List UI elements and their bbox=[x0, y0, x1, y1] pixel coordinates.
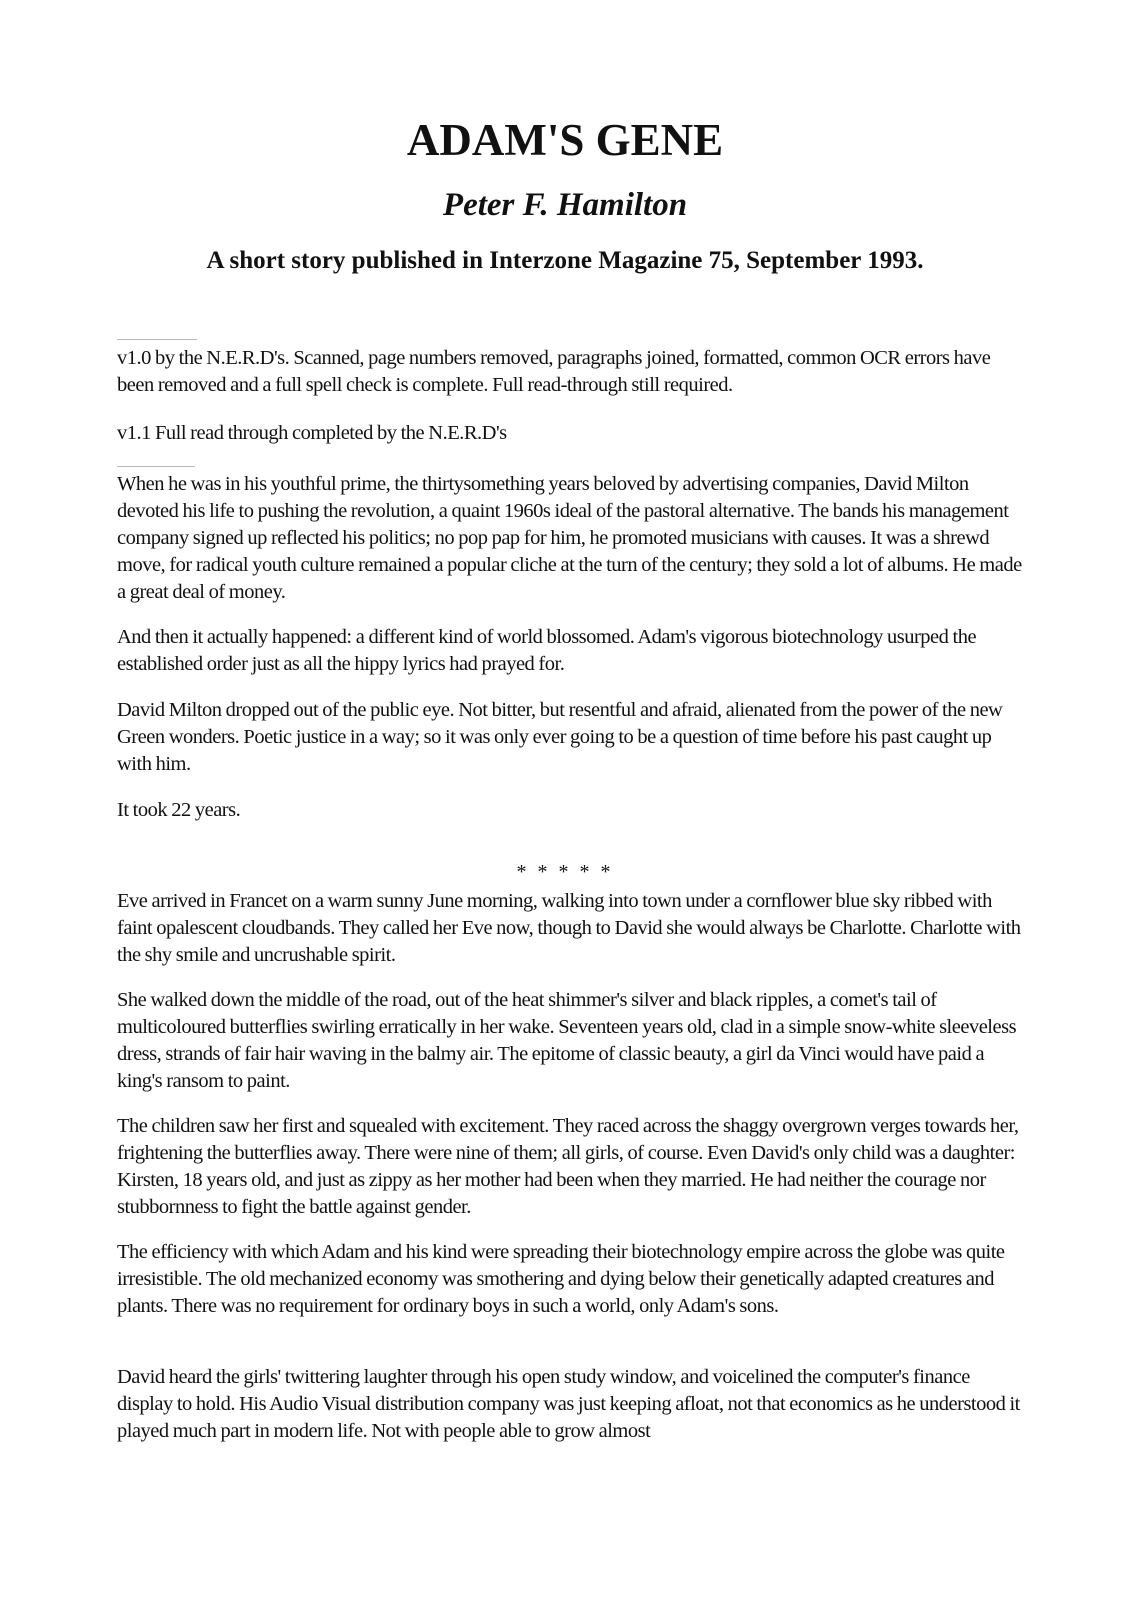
body-paragraph: The efficiency with which Adam and his kind were spreading their biotechnology empire across the globe was quite irresistible. The old mechanized economy was smothering and dying below their genetically adapted creatures and plants. There was no requirement for ordinary boys in such a world, only Adam's sons. bbox=[117, 1241, 1005, 1317]
body-paragraph: It took 22 years. bbox=[117, 799, 241, 821]
story-title: ADAM'S GENE bbox=[406, 115, 724, 165]
body-paragraph: She walked down the middle of the road, out of the heat shimmer's silver and black ripples, a comet's tail of multicoloured butterflies swirling erratically in her wake. Seventeen years old, clad in a simple snow-white sleeveless dress, strands of fair hair waving in the balmy air. The epitome of classic beauty, a girl da Vinci would have paid a king's ransom to paint. bbox=[117, 989, 1017, 1092]
body-paragraph: The children saw her first and squealed with excitement. They raced across the shaggy overgrown verges towards her, frightening the butterflies away. There were nine of them; all girls, of course. Even David's only child was a daughter: Kirsten, 18 years old, and just as zippy as her mother had been when they married. He had neither the courage nor stubbornness to fight the battle against gender. bbox=[117, 1115, 1019, 1218]
divider-rule bbox=[117, 466, 195, 467]
body-paragraph: David heard the girls' twittering laughter through his open study window, and voicelined the computer's finance display to hold. His Audio Visual distribution company was just keeping afloat, not that economics as he understood it played much part in modern life. Not with people able to grow almost bbox=[117, 1366, 1020, 1442]
body-paragraph: Eve arrived in Francet on a warm sunny June morning, walking into town under a cornflower blue sky ribbed with faint opalescent cloudbands. They called her Eve now, though to David she would always be Charlotte. Charlotte with the shy smile and uncrushable spirit. bbox=[117, 890, 1021, 966]
publication-subtitle: A short story published in Interzone Magazine 75, September 1993. bbox=[206, 247, 924, 274]
body-paragraph: And then it actually happened: a different kind of world blossomed. Adam's vigorous biotechnology usurped the established order just as all the hippy lyrics had prayed for. bbox=[117, 626, 977, 675]
divider-rule bbox=[117, 339, 197, 340]
author-name: Peter F. Hamilton bbox=[442, 187, 688, 223]
version-note: v1.1 Full read through completed by the N.E.R.D's bbox=[117, 422, 507, 444]
body-paragraph: David Milton dropped out of the public eye. Not bitter, but resentful and afraid, alienated from the power of the new Green wonders. Poetic justice in a way; so it was only ever going to be a question of time before his past caught up with him. bbox=[117, 699, 1003, 775]
section-separator: * * * * * bbox=[516, 861, 614, 883]
body-paragraph: When he was in his youthful prime, the thirtysomething years beloved by advertising companies, David Milton devoted his life to pushing the revolution, a quaint 1960s ideal of the pastoral alternative. The bands his management company signed up reflected his politics; no pop pap for him, he promoted musicians with causes. It was a shrewd move, for radical youth culture remained a popular cliche at the turn of the century; they sold a lot of albums. He made a great deal of money. bbox=[117, 473, 1022, 603]
version-note: v1.0 by the N.E.R.D's. Scanned, page numbers removed, paragraphs joined, formatted, common OCR errors have been removed and a full spell check is complete. Full read-through still required. bbox=[117, 347, 991, 396]
